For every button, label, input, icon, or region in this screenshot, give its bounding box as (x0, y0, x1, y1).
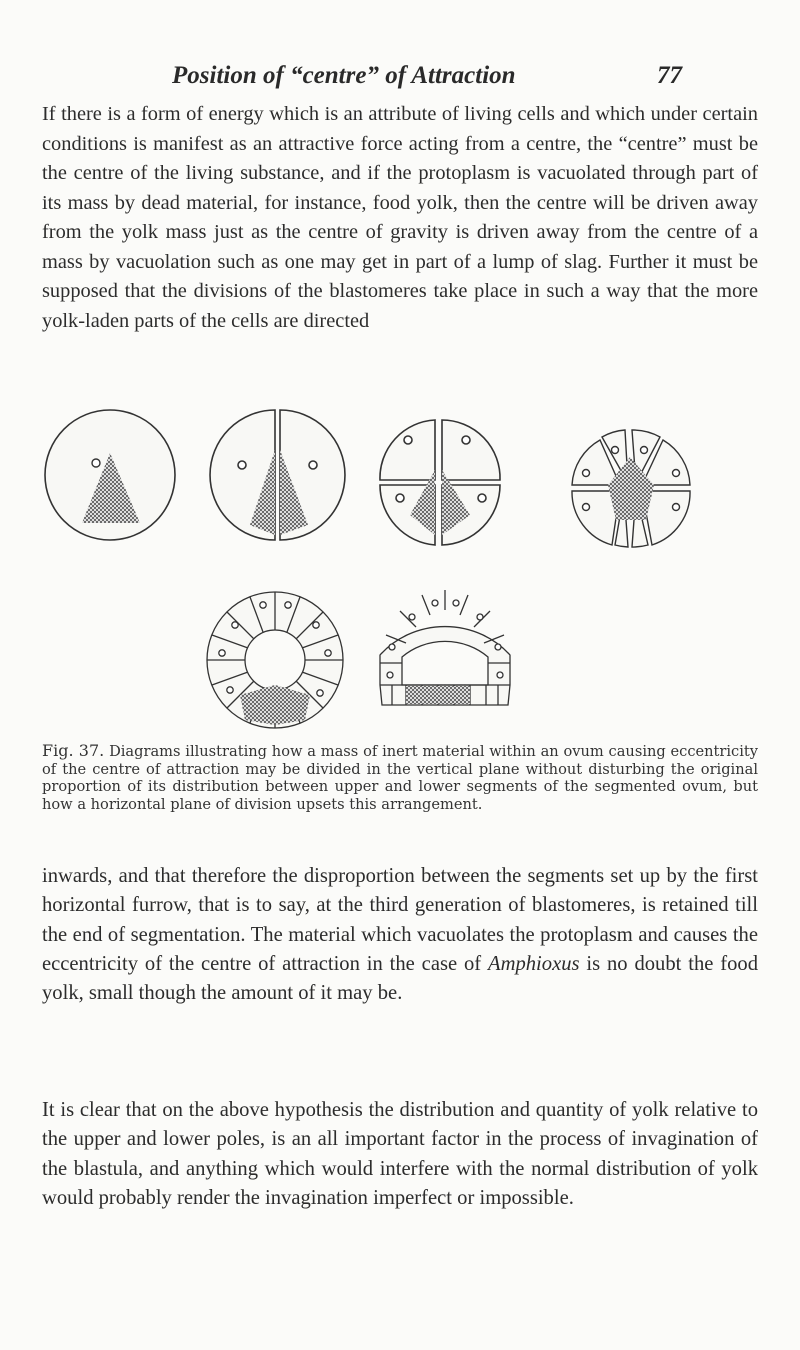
figure-diagrams (30, 395, 770, 745)
paragraph-1: If there is a form of energy which is an attribute of living cells and which under certain conditions is manifest as an attractive force acting from a centre, the “centre” must be the centre of the living substance, and if the protoplasm is vacuolated through part of its mass by dead material, for instance, food yolk, then the centre will be driven away from the yolk mass just as the centre of gravity is driven away from the centre of a mass by vacuolation such as one may get in part of a lump of slag. Further it must be supposed that the divisions of the blastomeres take place in such a way that the more yolk-laden parts of the cells are directed (42, 103, 758, 332)
taxon-name: Amphioxus (488, 952, 580, 975)
diagram-blastula (380, 590, 510, 705)
paragraph-2-start: inwards, and that therefore the disproportion between the segments set up by the first horizontal furrow, that is to say, at the third generation of blastomeres, is retained till the end of segmentation. The material which vacuolates the protoplasm and causes the eccentricity of the centre of attraction in the case of (42, 865, 758, 975)
figure-caption-text: Diagrams illustrating how a mass of inert material within an ovum causing eccentricity of the centre of attraction may be divided in the vertical plane without disturbing the original proportion of its distribution between upper and lower segments of the segmented ovum, but how a horizontal plane of division upsets this arrangement. (42, 743, 759, 813)
paragraph-3-text: It is clear that on the above hypothesis the distribution and quantity of yolk relative to the upper and lower poles, is an all important factor in the process of invagination of the blastula, and anything which would interfere with the normal distribution of yolk would probably render the invagination imperfect or impossible. (42, 1099, 758, 1209)
title-part2: of Attraction (385, 62, 516, 89)
paragraph-3 (42, 1096, 758, 1213)
paragraph-2-end: is no doubt the food yolk, small though the amount of it may be. (42, 952, 758, 1005)
diagram-four-cell (380, 420, 500, 545)
running-head (172, 62, 682, 90)
diagram-eight-cell (572, 430, 690, 547)
diagram-sixteen-cell (207, 592, 343, 728)
figure-label: Fig. 37. (42, 741, 105, 760)
figure-caption (42, 742, 758, 813)
figure-37 (30, 395, 770, 745)
title-part1: Position of (172, 62, 284, 89)
diagram-two-cell (210, 410, 345, 540)
title-quote: “centre” (290, 62, 379, 89)
running-head-title (172, 62, 516, 89)
page-number: 77 (657, 62, 682, 89)
diagram-one-cell (45, 410, 175, 540)
paragraph-2 (42, 862, 758, 1008)
